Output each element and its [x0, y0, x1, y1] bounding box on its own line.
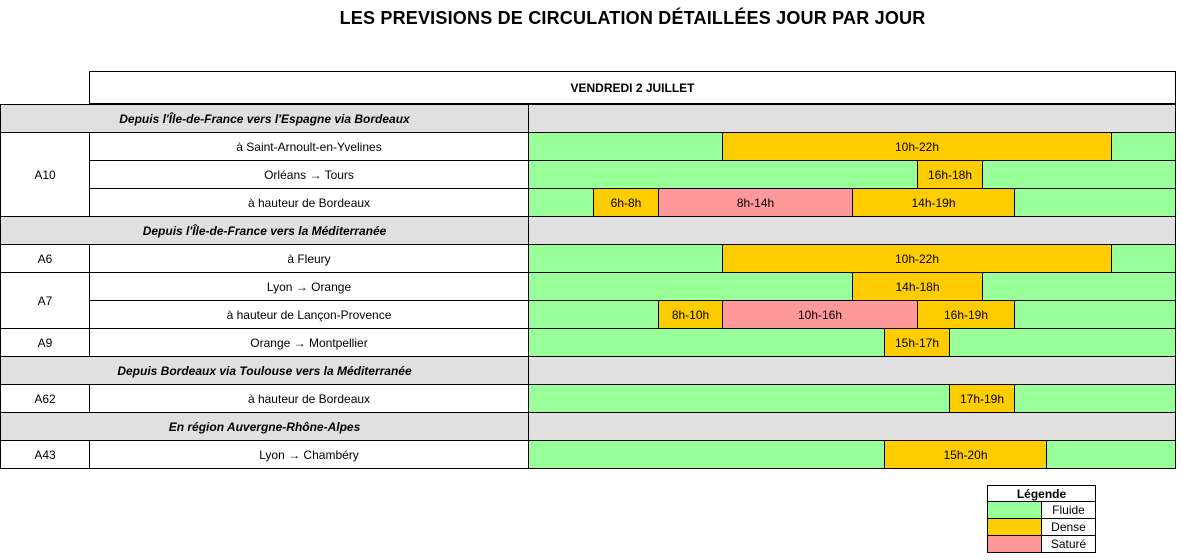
segment-dense: 10h-22h [722, 133, 1112, 160]
legend-label-dense: Dense [1051, 520, 1086, 534]
legend-swatch-dense [988, 519, 1042, 535]
segment-dense: 8h-10h [658, 301, 723, 328]
legend-item-sature [987, 536, 1096, 553]
place-label: Lyon → Chambéry [89, 440, 529, 469]
segment-fluide [529, 441, 1175, 468]
segment-fluide [529, 329, 1175, 356]
road-label: A10 [0, 132, 90, 217]
section-label: Depuis l'Île-de-France vers la Méditerranée [0, 216, 529, 245]
segment-dense: 16h-18h [917, 161, 983, 188]
timeline-bar [528, 272, 1176, 301]
timeline-bar [528, 244, 1176, 273]
segment-fluide [529, 161, 1175, 188]
legend-label-fluide: Fluide [1052, 503, 1085, 517]
timeline-bar [528, 384, 1176, 413]
legend-swatch-fluide [988, 502, 1042, 518]
segment-dense: 16h-19h [917, 301, 1015, 328]
road-label: A62 [0, 384, 90, 413]
place-label: Orange → Montpellier [89, 328, 529, 357]
place-label: à Fleury [89, 244, 529, 273]
segment-dense: 14h-18h [852, 273, 983, 300]
place-label: Lyon → Orange [89, 272, 529, 301]
segment-fluide [529, 385, 1175, 412]
segment-dense: 15h-20h [884, 441, 1047, 468]
timeline-bar [528, 300, 1176, 329]
section-bar [528, 216, 1176, 245]
road-label: A6 [0, 244, 90, 273]
segment-dense: 14h-19h [852, 189, 1015, 216]
place-label: à hauteur de Lançon-Provence [89, 300, 529, 329]
segment-dense: 17h-19h [949, 385, 1015, 412]
legend-swatch-sature [988, 536, 1042, 552]
section-bar [528, 104, 1176, 133]
timeline-bar [528, 160, 1176, 189]
legend-item-fluide [987, 502, 1096, 519]
legend-label-sature: Saturé [1050, 537, 1087, 551]
section-bar [528, 356, 1176, 385]
timeline-bar [528, 188, 1176, 217]
section-label: Depuis l'Île-de-France vers l'Espagne via Bordeaux [0, 104, 529, 133]
place-label: à Saint-Arnoult-en-Yvelines [89, 132, 529, 161]
place-label: à hauteur de Bordeaux [89, 384, 529, 413]
segment-sature: 10h-16h [722, 301, 918, 328]
page-title: LES PREVISIONS DE CIRCULATION DÉTAILLÉES JOUR PAR JOUR [339, 8, 926, 28]
timeline-bar [528, 328, 1176, 357]
timeline-bar [528, 132, 1176, 161]
road-label: A43 [0, 440, 90, 469]
legend-title: Légende [987, 485, 1096, 502]
timeline-bar [528, 440, 1176, 469]
segment-dense: 6h-8h [593, 189, 659, 216]
place-label: à hauteur de Bordeaux [89, 188, 529, 217]
segment-dense: 10h-22h [722, 245, 1112, 272]
legend [987, 485, 1096, 553]
section-label: En région Auvergne-Rhône-Alpes [0, 412, 529, 441]
section-bar [528, 412, 1176, 441]
road-label: A9 [0, 328, 90, 357]
place-label: Orléans → Tours [89, 160, 529, 189]
segment-sature: 8h-14h [658, 189, 853, 216]
road-label: A7 [0, 272, 90, 329]
segment-dense: 15h-17h [884, 329, 950, 356]
legend-item-dense [987, 519, 1096, 536]
day-header: VENDREDI 2 JUILLET [89, 71, 1176, 104]
section-label: Depuis Bordeaux via Toulouse vers la Méditerranée [0, 356, 529, 385]
